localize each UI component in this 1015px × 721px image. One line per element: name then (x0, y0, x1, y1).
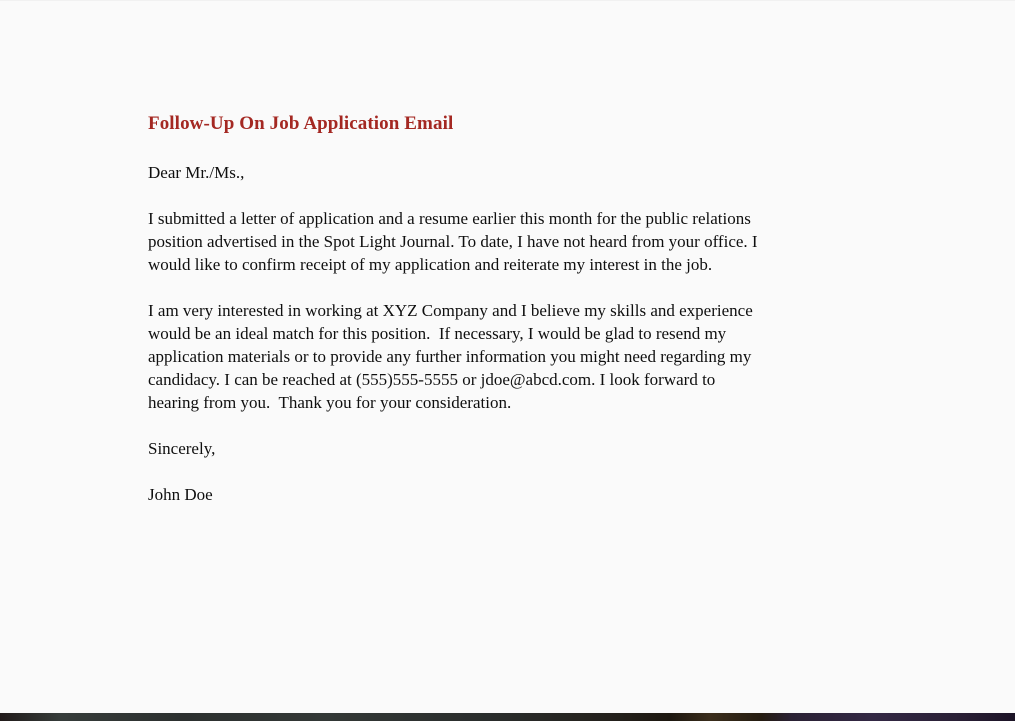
closing: Sincerely, (148, 439, 216, 458)
paragraph-2-line-5: hearing from you. Thank you for your consideration. (148, 393, 512, 412)
signature-name: John Doe (148, 485, 213, 504)
paragraph-1-line-2: position advertised in the Spot Light Journal. To date, I have not heard from your office. I (148, 232, 758, 251)
paragraph-1 (148, 207, 908, 276)
bottom-image-strip (0, 713, 1015, 721)
paragraph-1-line-3: would like to confirm receipt of my application and reiterate my interest in the job. (148, 255, 713, 274)
paragraph-2-line-3: application materials or to provide any further information you might need regarding my (148, 347, 752, 366)
paragraph-1-line-1: I submitted a letter of application and a resume earlier this month for the public relations (148, 209, 751, 228)
paragraph-2 (148, 299, 908, 414)
letter-title: Follow-Up On Job Application Email (148, 113, 454, 134)
paragraph-2-line-2: would be an ideal match for this position. If necessary, I would be glad to resend my (148, 324, 727, 343)
paragraph-2-line-4: candidacy. I can be reached at (555)555-5555 or jdoe@abcd.com. I look forward to (148, 370, 716, 389)
letter-body (148, 111, 908, 506)
salutation: Dear Mr./Ms., (148, 163, 245, 182)
paragraph-2-line-1: I am very interested in working at XYZ Company and I believe my skills and experience (148, 301, 753, 320)
